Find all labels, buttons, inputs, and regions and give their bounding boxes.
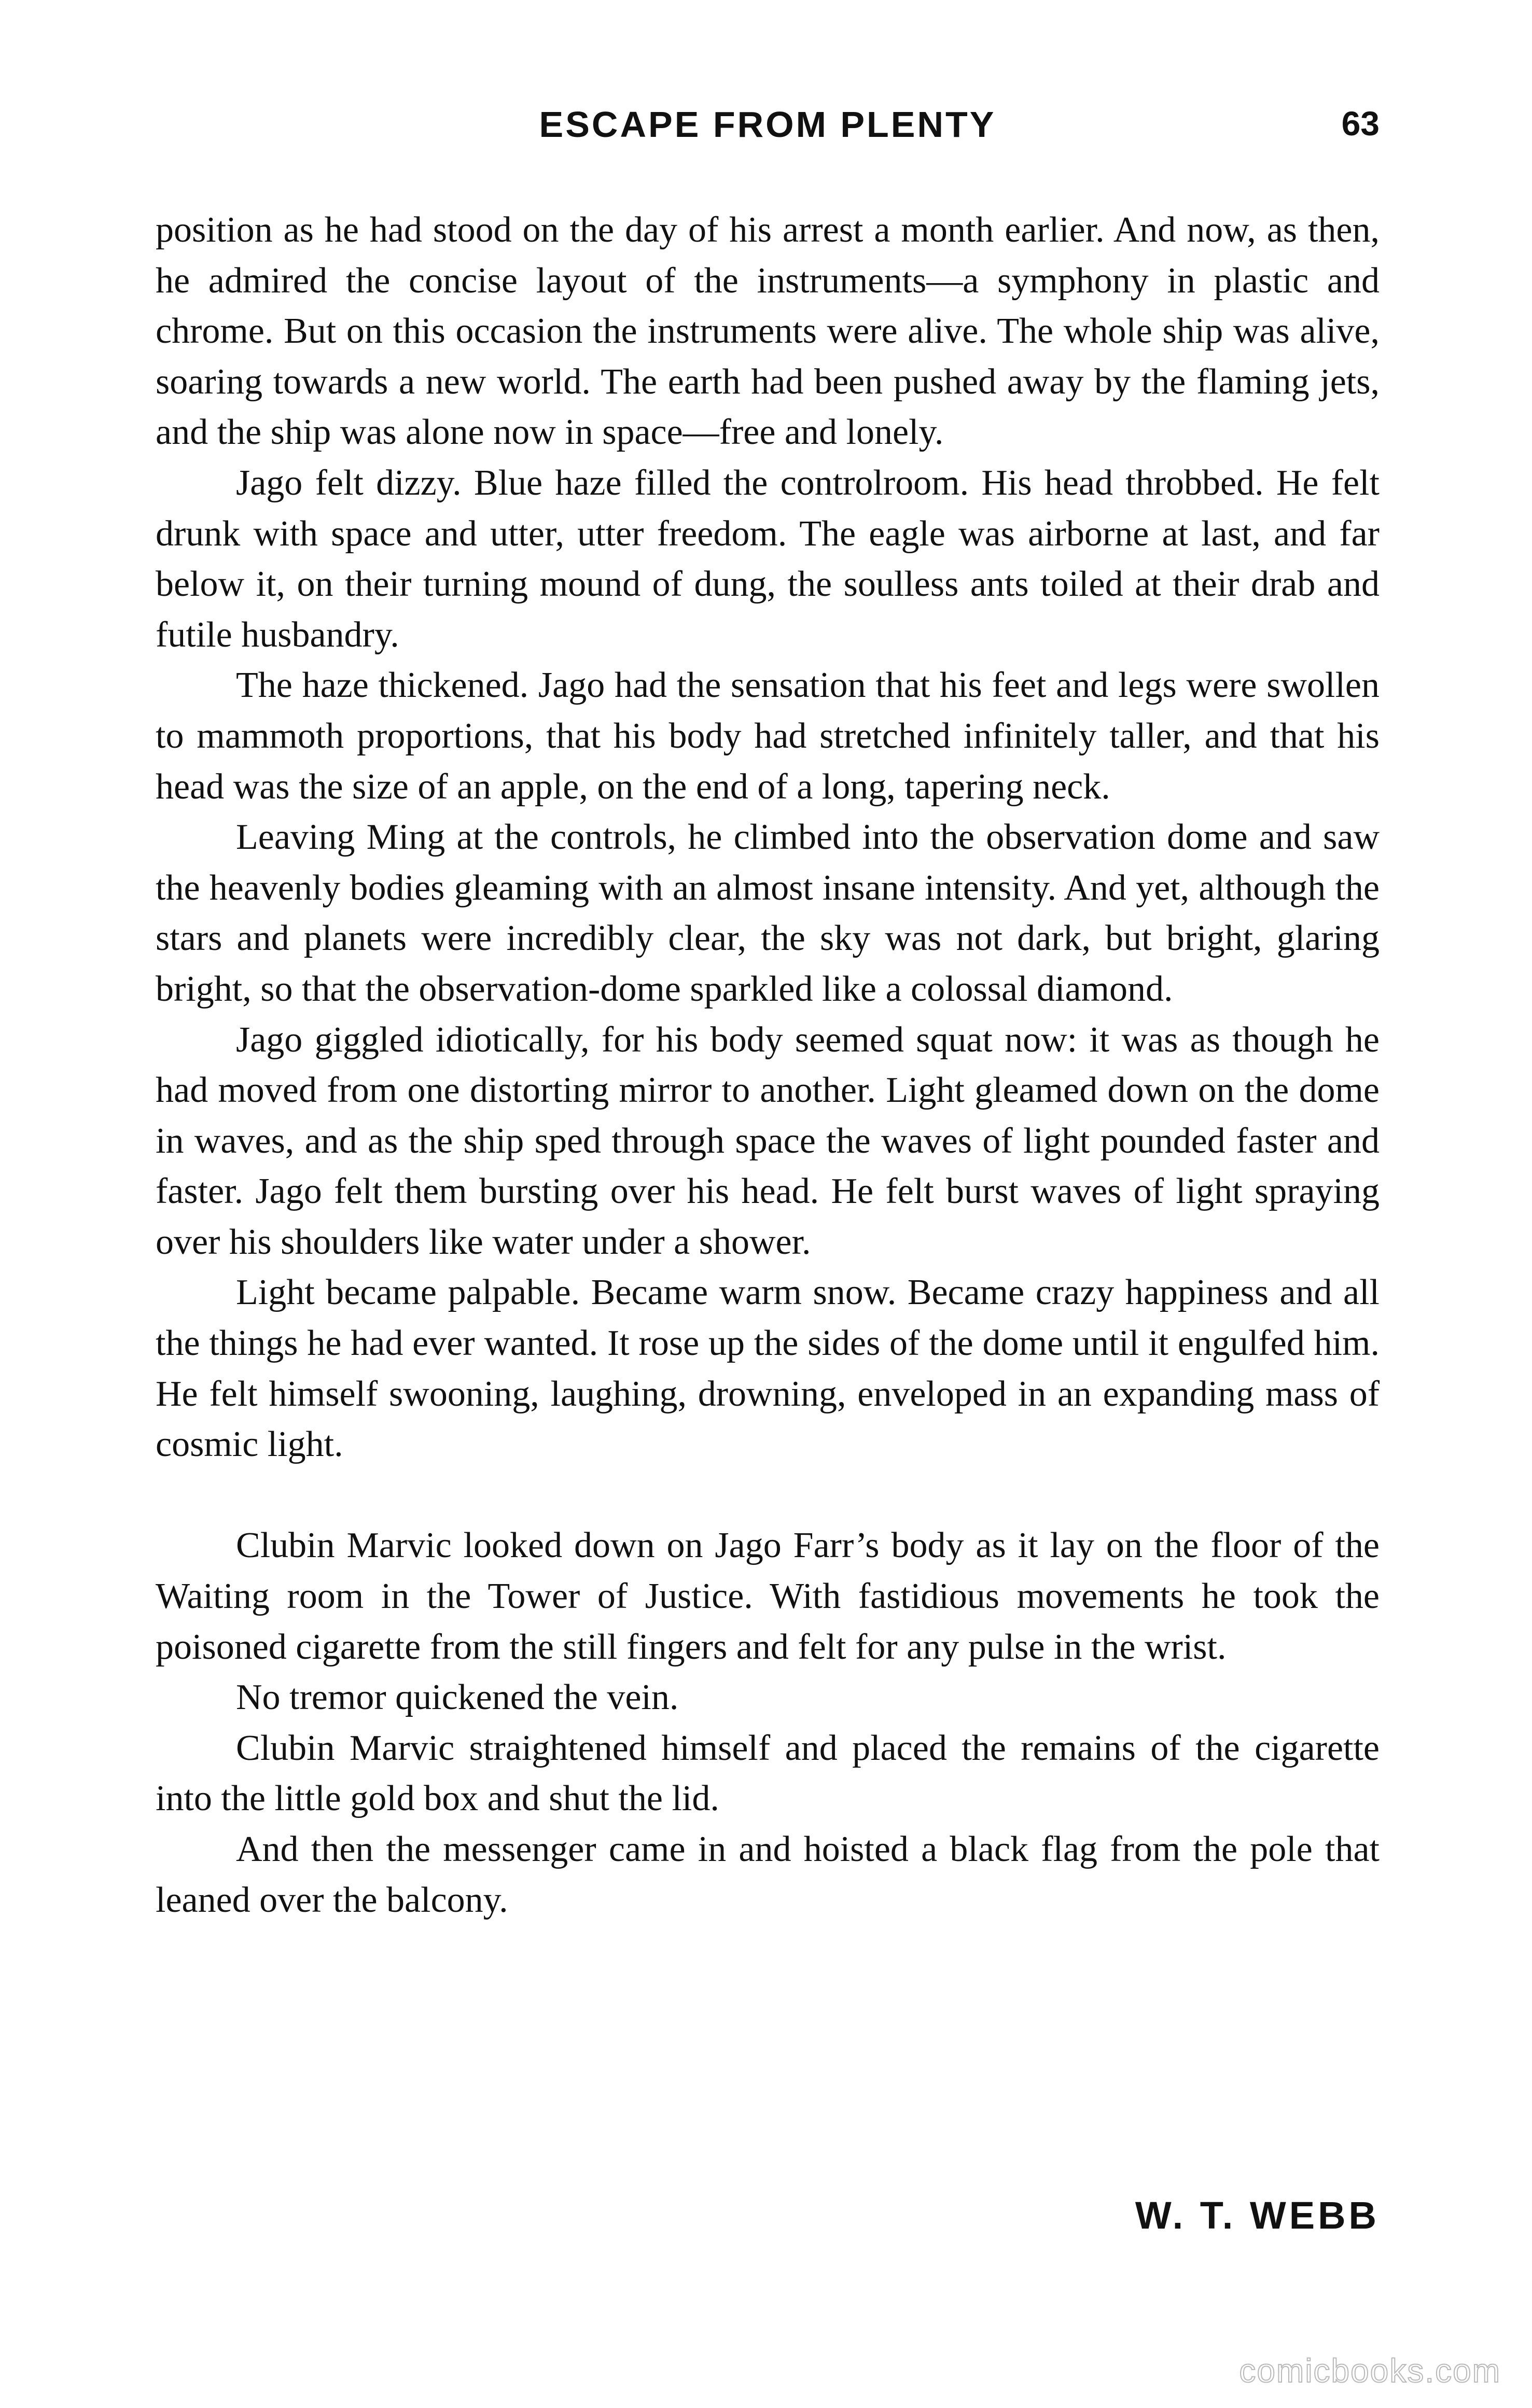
paragraph: Light became palpable. Became warm snow. Became crazy happiness and all the things he had ever wanted. It rose up the sides of the dome until it engulfed him. He felt himself swooning, laughing, drowning, enveloped in an expanding mass of cosmic light. [156, 1272, 1380, 1465]
page-number: 63 [1341, 104, 1380, 143]
section-break [156, 1470, 1380, 1521]
paragraph: And then the messenger came in and hoisted a black flag from the pole that leaned over the balcony. [156, 1829, 1380, 1920]
story-text [156, 205, 1380, 1925]
paragraph: No tremor quickened the vein. [236, 1677, 679, 1718]
paragraph: Clubin Marvic straightened himself and placed the remains of the cigarette into the little gold box and shut the lid. [156, 1728, 1380, 1819]
watermark: comicbooks.com [1239, 2352, 1501, 2389]
paragraph: The haze thickened. Jago had the sensation that his feet and legs were swollen to mammoth proportions, that his body had stretched infinitely taller, and that his head was the size of an apple, on the end of a long, tapering neck. [156, 665, 1380, 807]
page-header [156, 104, 1380, 166]
paragraph: Clubin Marvic looked down on Jago Farr’s body as it lay on the floor of the Waiting room in the Tower of Justice. With fastidious movements he took the poisoned cigarette from the still fingers and felt for any pulse in the wrist. [156, 1525, 1380, 1667]
paragraph-continued: position as he had stood on the day of his arrest a month earlier. And now, as then, he admired the concise layout of the instruments—a symphony in plastic and chrome. But on this occasion the instruments were alive. The whole ship was alive, soaring towards a new world. The earth had been pushed away by the flaming jets, and the ship was alone now in space—free and lonely. [156, 210, 1380, 453]
paragraph: Leaving Ming at the controls, he climbed into the observation dome and saw the heavenly bodies gleaming with an almost insane intensity. And yet, although the stars and planets were incredibly clear, the sky was not dark, but bright, glaring bright, so that the observation-dome sparkled like a colossal diamond. [156, 817, 1380, 1009]
paragraph: Jago giggled idiotically, for his body seemed squat now: it was as though he had moved from one distorting mirror to another. Light gleamed down on the dome in waves, and as the ship sped through space the waves of light pounded faster and faster. Jago felt them bursting over his head. He felt burst waves of light spraying over his shoulders like water under a shower. [156, 1019, 1380, 1262]
running-title: ESCAPE FROM PLENTY [539, 104, 996, 145]
paragraph: Jago felt dizzy. Blue haze filled the controlroom. His head throbbed. He felt drunk with space and utter, utter freedom. The eagle was airborne at last, and far below it, on their turning mound of dung, the soulless ants toiled at their drab and futile husbandry. [156, 463, 1380, 655]
author-byline: W. T. WEBB [1135, 2194, 1380, 2237]
